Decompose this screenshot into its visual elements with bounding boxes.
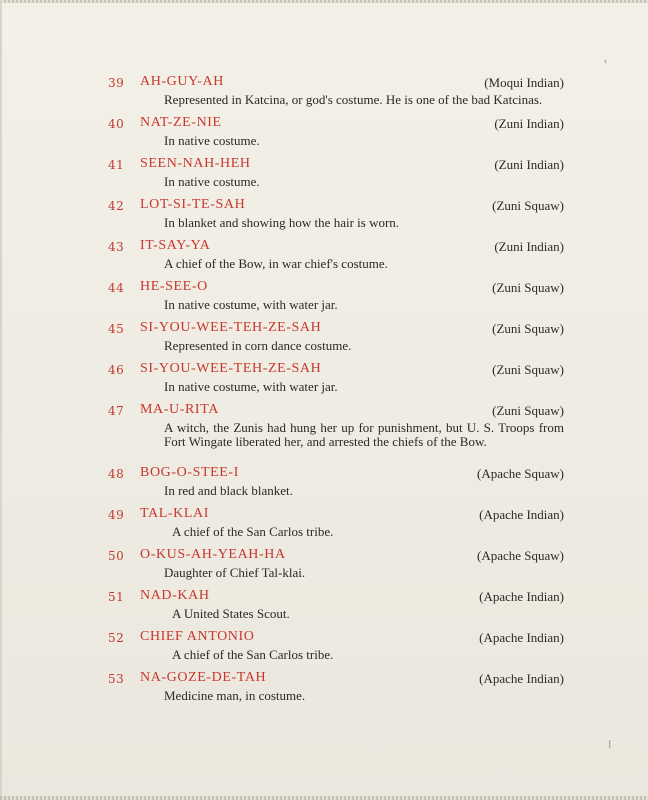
entry-tribe: (Apache Indian) xyxy=(479,589,564,604)
entry-number: 42 xyxy=(108,199,125,213)
entry-description: A United States Scout. xyxy=(172,606,290,621)
entry-tribe: (Zuni Squaw) xyxy=(492,362,564,377)
entry-number: 46 xyxy=(108,363,125,377)
margin-smudge: ⁞ xyxy=(608,738,612,751)
page-bottom-edge xyxy=(0,796,648,800)
entry-number: 41 xyxy=(108,158,125,172)
entry-description: A chief of the Bow, in war chief's costume. xyxy=(164,256,388,271)
page-left-edge xyxy=(0,0,2,800)
entry-name: TAL-KLAI xyxy=(140,506,209,521)
entry-name: NAD-KAH xyxy=(140,588,210,603)
entry-number: 43 xyxy=(108,240,125,254)
entry-number: 47 xyxy=(108,404,125,418)
entry-tribe: (Apache Squaw) xyxy=(477,466,564,481)
entry-number: 45 xyxy=(108,322,125,336)
entry-tribe: (Zuni Indian) xyxy=(494,116,564,131)
list-item xyxy=(108,279,564,312)
entry-number: 51 xyxy=(108,590,125,604)
entry-name: SI-YOU-WEE-TEH-ZE-SAH xyxy=(140,361,322,376)
entry-tribe: (Zuni Squaw) xyxy=(492,198,564,213)
entry-tribe: (Moqui Indian) xyxy=(484,75,564,90)
list-item xyxy=(108,115,564,148)
entry-tribe: (Zuni Indian) xyxy=(494,157,564,172)
entry-number: 52 xyxy=(108,631,125,645)
entry-name: CHIEF ANTONIO xyxy=(140,629,255,644)
list-item xyxy=(108,361,564,394)
entry-description: A chief of the San Carlos tribe. xyxy=(172,647,334,662)
page-top-edge xyxy=(0,0,648,3)
entry-name: NAT-ZE-NIE xyxy=(140,115,222,130)
entry-description: In native costume. xyxy=(164,174,260,189)
list-item xyxy=(108,402,564,449)
entry-name: LOT-SI-TE-SAH xyxy=(140,197,246,212)
entry-tribe: (Apache Indian) xyxy=(479,671,564,686)
entry-description: In native costume, with water jar. xyxy=(164,379,338,394)
entry-description: Represented in corn dance costume. xyxy=(164,338,352,353)
entry-number: 50 xyxy=(108,549,125,563)
entry-name: AH-GUY-AH xyxy=(140,74,224,89)
entry-tribe: (Zuni Indian) xyxy=(494,239,564,254)
entry-name: BOG-O-STEE-I xyxy=(140,465,239,480)
list-item xyxy=(108,320,564,353)
entry-description: A chief of the San Carlos tribe. xyxy=(172,524,334,539)
entry-description: In native costume. xyxy=(164,133,260,148)
entry-number: 44 xyxy=(108,281,125,295)
entry-description: Daughter of Chief Tal-klai. xyxy=(164,565,306,580)
entry-name: NA-GOZE-DE-TAH xyxy=(140,670,267,685)
entry-tribe: (Zuni Squaw) xyxy=(492,403,564,418)
list-item xyxy=(108,547,564,580)
entry-description: Represented in Katcina, or god's costume. He is one of the bad Katcinas. xyxy=(164,92,543,107)
entry-list xyxy=(108,74,564,711)
entry-number: 53 xyxy=(108,672,125,686)
entry-number: 49 xyxy=(108,508,125,522)
list-item xyxy=(108,629,564,662)
entry-description: In blanket and showing how the hair is worn. xyxy=(164,215,400,230)
list-item xyxy=(108,197,564,230)
entry-tribe: (Apache Squaw) xyxy=(477,548,564,563)
list-item xyxy=(108,156,564,189)
list-item xyxy=(108,588,564,621)
entry-name: O-KUS-AH-YEAH-HA xyxy=(140,547,286,562)
entry-name: SEEN-NAH-HEH xyxy=(140,156,251,171)
entry-name: SI-YOU-WEE-TEH-ZE-SAH xyxy=(140,320,322,335)
entry-number: 48 xyxy=(108,467,125,481)
entry-tribe: (Zuni Squaw) xyxy=(492,280,564,295)
entry-name: IT-SAY-YA xyxy=(140,238,211,253)
entry-number: 39 xyxy=(108,76,125,90)
list-item xyxy=(108,465,564,498)
entry-name: MA-U-RITA xyxy=(140,402,219,417)
list-item xyxy=(108,670,564,703)
list-item xyxy=(108,506,564,539)
list-item xyxy=(108,74,564,107)
entry-description: In native costume, with water jar. xyxy=(164,297,338,312)
list-item xyxy=(108,238,564,271)
entry-tribe: (Apache Indian) xyxy=(479,630,564,645)
entry-description: In red and black blanket. xyxy=(164,483,293,498)
entry-tribe: (Zuni Squaw) xyxy=(492,321,564,336)
entry-description: Medicine man, in costume. xyxy=(164,688,306,703)
entry-name: HE-SEE-O xyxy=(140,279,208,294)
margin-smudge: ʿ xyxy=(604,58,608,72)
entry-tribe: (Apache Indian) xyxy=(479,507,564,522)
entry-number: 40 xyxy=(108,117,125,131)
entry-description: A witch, the Zunis had hung her up for punishment, but U. S. Troops from Fort Wingate liberated her, and arrested the chiefs of the Bow. xyxy=(164,420,564,449)
